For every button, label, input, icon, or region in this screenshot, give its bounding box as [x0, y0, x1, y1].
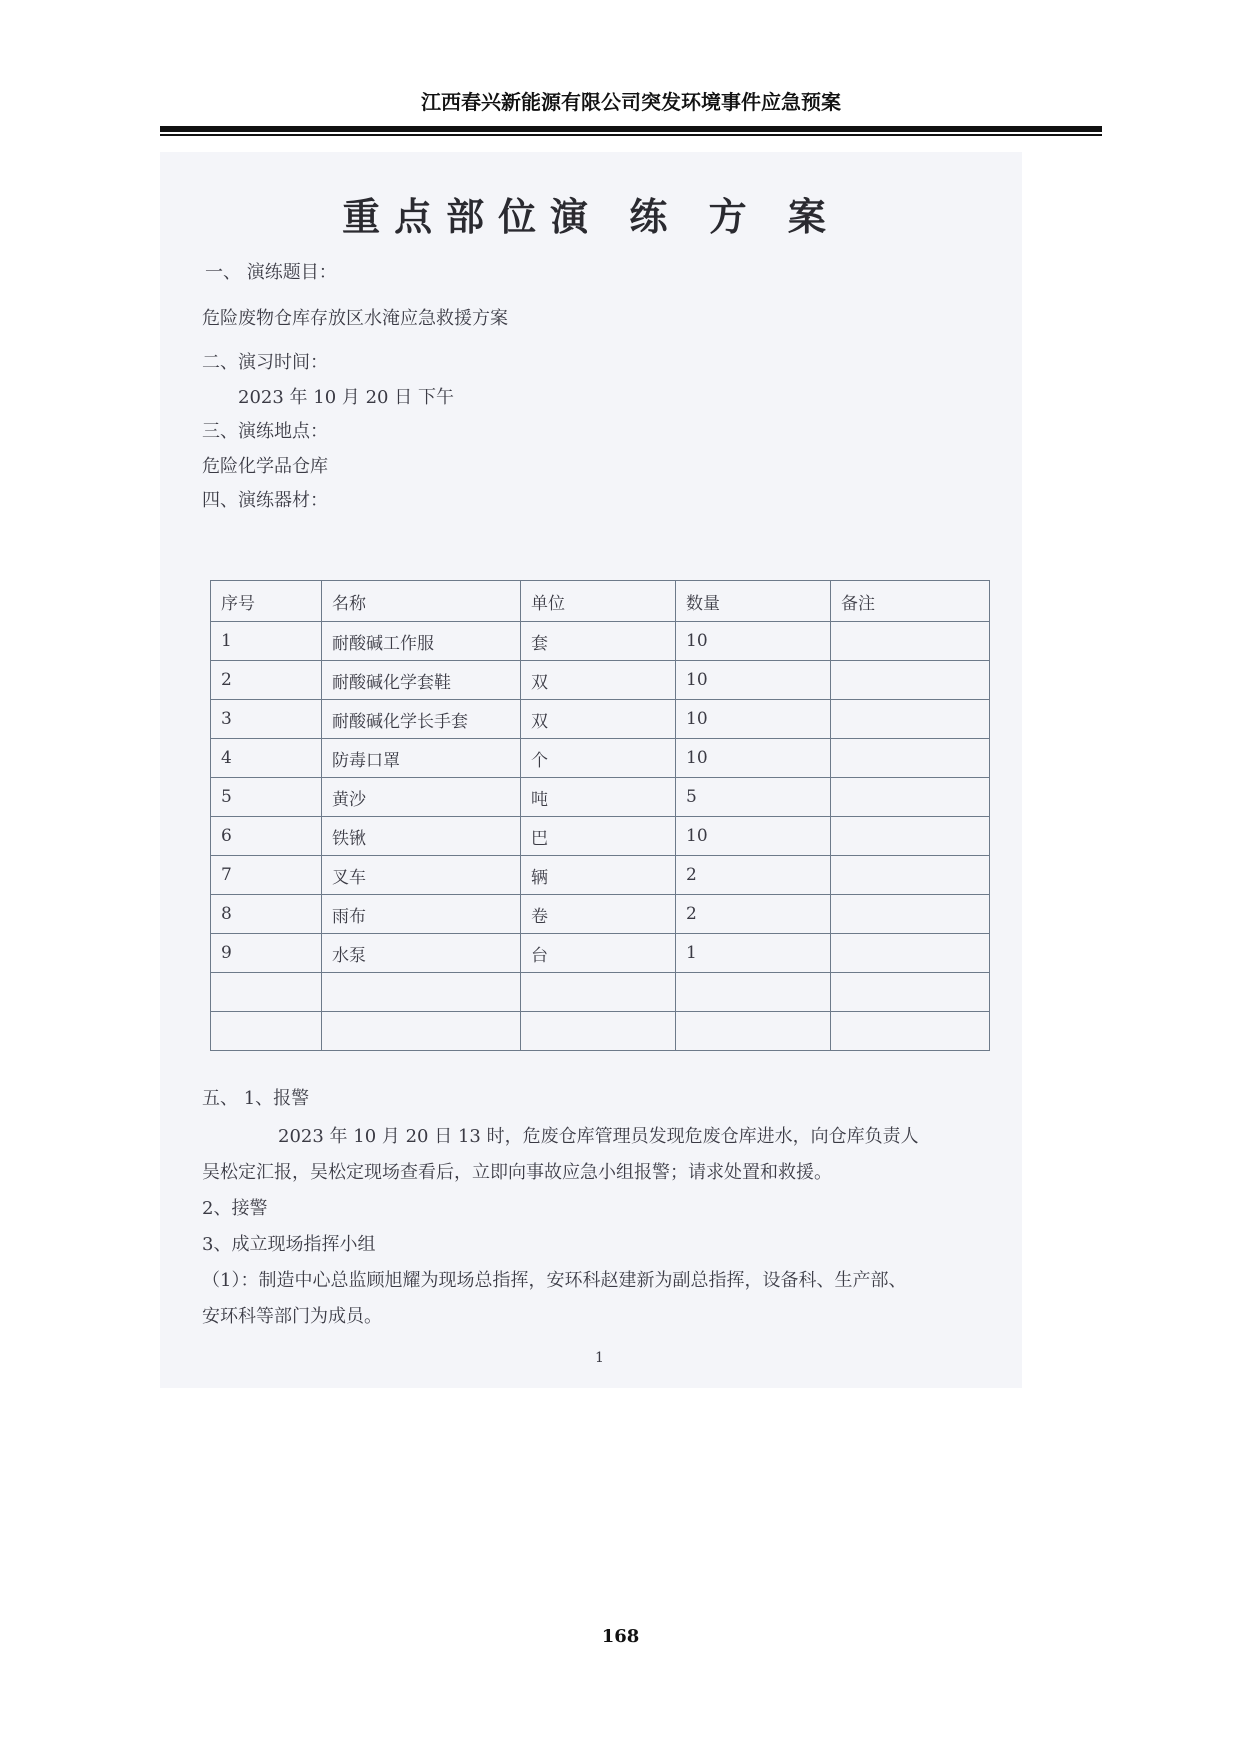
table-cell: 耐酸碱化学长手套 — [322, 700, 521, 739]
equipment-table — [210, 580, 990, 1051]
table-cell: 水泵 — [322, 934, 521, 973]
document-title: 重点部位演 练 方 案 — [342, 194, 840, 239]
table-cell: 吨 — [521, 778, 676, 817]
section1-text: 危险废物仓库存放区水淹应急救援方案 — [202, 308, 508, 329]
table-cell — [831, 856, 990, 895]
table-cell: 2 — [211, 661, 322, 700]
table-row — [211, 934, 990, 973]
table-cell — [676, 1012, 831, 1051]
table-row — [211, 895, 990, 934]
table-cell: 辆 — [521, 856, 676, 895]
item3-1-line2: 安环科等部门为成员。 — [202, 1306, 382, 1327]
table-cell: 2 — [676, 856, 831, 895]
table-cell — [831, 895, 990, 934]
table-cell: 9 — [211, 934, 322, 973]
table-cell: 雨布 — [322, 895, 521, 934]
table-cell: 4 — [211, 739, 322, 778]
table-row — [211, 817, 990, 856]
section3-heading: 三、演练地点： — [202, 421, 328, 442]
table-header: 序号 — [211, 581, 322, 622]
table-cell — [211, 1012, 322, 1051]
table-row — [211, 856, 990, 895]
table-cell — [831, 700, 990, 739]
table-cell: 10 — [676, 817, 831, 856]
table-header: 单位 — [521, 581, 676, 622]
table-cell: 铁锹 — [322, 817, 521, 856]
section5-heading: 五、 1、报警 — [202, 1088, 310, 1109]
section2-heading: 二、演习时间： — [202, 352, 328, 373]
section2-text: 2023 年 10 月 20 日 下午 — [238, 387, 454, 408]
section4-heading: 四、演练器材： — [202, 490, 328, 511]
table-cell: 8 — [211, 895, 322, 934]
table-cell — [831, 739, 990, 778]
table-cell: 台 — [521, 934, 676, 973]
table-row — [211, 973, 990, 1012]
table-cell: 10 — [676, 700, 831, 739]
table-cell — [831, 934, 990, 973]
table-header-row — [211, 581, 990, 622]
page-header: 江西春兴新能源有限公司突发环境事件应急预案 — [421, 90, 841, 114]
table-cell — [322, 1012, 521, 1051]
table-cell: 叉车 — [322, 856, 521, 895]
table-cell: 10 — [676, 622, 831, 661]
table-header: 备注 — [831, 581, 990, 622]
table-row — [211, 700, 990, 739]
table-row — [211, 1012, 990, 1051]
header-rule-thin — [160, 134, 1102, 136]
table-cell — [831, 817, 990, 856]
section1-heading: 一、 演练题目： — [205, 262, 337, 283]
table-cell — [831, 1012, 990, 1051]
table-header: 数量 — [676, 581, 831, 622]
table-cell: 双 — [521, 700, 676, 739]
table-cell: 耐酸碱工作服 — [322, 622, 521, 661]
table-cell: 黄沙 — [322, 778, 521, 817]
table-cell: 双 — [521, 661, 676, 700]
scan-page-number: 1 — [595, 1350, 604, 1366]
table-cell — [676, 973, 831, 1012]
section5-para-line1: 2023 年 10 月 20 日 13 时，危废仓库管理员发现危废仓库进水，向仓库负责人 — [278, 1126, 919, 1147]
table-row — [211, 739, 990, 778]
table-cell — [831, 973, 990, 1012]
table-cell: 3 — [211, 700, 322, 739]
table-cell: 10 — [676, 739, 831, 778]
section5-para-line2: 吴松定汇报，吴松定现场查看后，立即向事故应急小组报警；请求处置和救援。 — [202, 1162, 832, 1183]
table-cell — [322, 973, 521, 1012]
item2-text: 2、接警 — [202, 1198, 268, 1219]
table-cell — [521, 973, 676, 1012]
table-header: 名称 — [322, 581, 521, 622]
table-cell: 7 — [211, 856, 322, 895]
table-cell: 6 — [211, 817, 322, 856]
table-cell — [521, 1012, 676, 1051]
table-row — [211, 622, 990, 661]
table-row — [211, 778, 990, 817]
table-cell: 1 — [211, 622, 322, 661]
table-cell — [211, 973, 322, 1012]
table-cell: 卷 — [521, 895, 676, 934]
table-cell: 1 — [676, 934, 831, 973]
table-cell: 10 — [676, 661, 831, 700]
table-cell: 巴 — [521, 817, 676, 856]
table-cell: 5 — [211, 778, 322, 817]
table-cell — [831, 622, 990, 661]
table-cell: 防毒口罩 — [322, 739, 521, 778]
table-cell: 2 — [676, 895, 831, 934]
table-cell — [831, 778, 990, 817]
scanned-document — [160, 152, 1022, 1388]
table-cell: 套 — [521, 622, 676, 661]
table-cell — [831, 661, 990, 700]
table-cell: 耐酸碱化学套鞋 — [322, 661, 521, 700]
table-cell: 个 — [521, 739, 676, 778]
table-row — [211, 661, 990, 700]
table-cell: 5 — [676, 778, 831, 817]
item3-text: 3、成立现场指挥小组 — [202, 1234, 376, 1255]
header-rule — [160, 126, 1102, 132]
section3-text: 危险化学品仓库 — [202, 456, 328, 477]
page-number: 168 — [601, 1626, 640, 1647]
item3-1-line1: （1）：制造中心总监顾旭耀为现场总指挥，安环科赵建新为副总指挥，设备科、生产部、 — [202, 1270, 907, 1291]
